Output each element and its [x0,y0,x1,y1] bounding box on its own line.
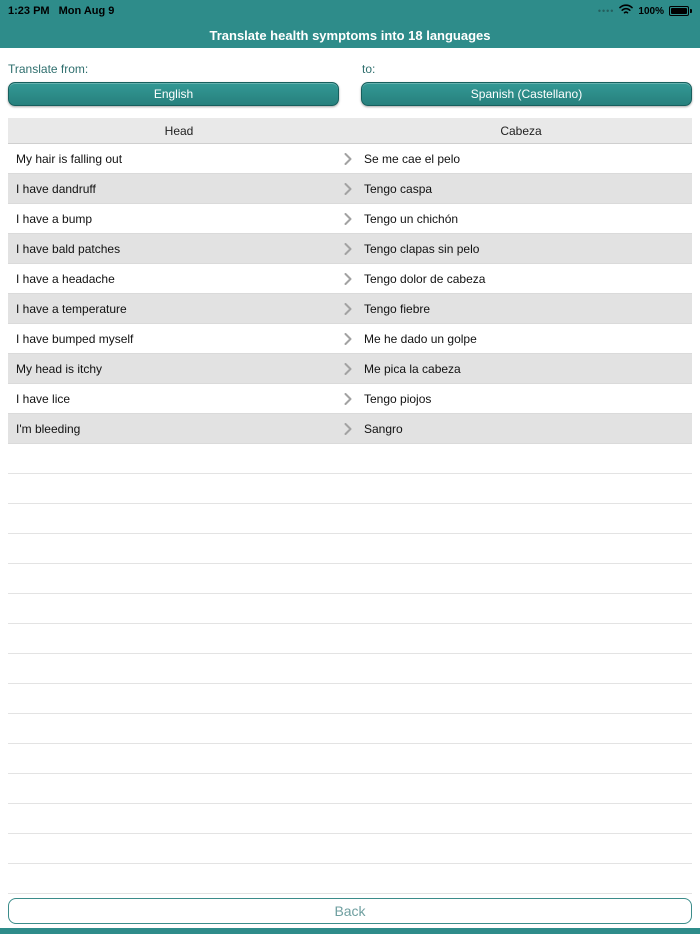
symptom-en: I have a bump [16,211,93,226]
chevron-right-icon [340,153,356,165]
back-button[interactable]: Back [8,898,692,924]
chevron-right-icon [340,183,356,195]
language-labels [8,62,692,76]
chevron-right-icon [340,213,356,225]
symptom-es: Me pica la cabeza [364,361,461,376]
table-header [8,118,692,144]
status-bar [0,0,700,22]
symptom-row[interactable] [8,204,692,234]
symptom-row[interactable] [8,414,692,444]
symptom-row[interactable] [8,354,692,384]
symptom-es: Tengo dolor de cabeza [364,271,486,286]
empty-row [8,504,692,534]
chevron-right-icon [340,303,356,315]
symptom-row[interactable] [8,174,692,204]
symptom-es: Sangro [364,421,403,436]
empty-row [8,624,692,654]
target-language-button[interactable]: Spanish (Castellano) [361,82,692,106]
symptom-en: I have a headache [16,271,115,286]
symptom-row[interactable] [8,324,692,354]
empty-row [8,684,692,714]
symptom-list [8,144,692,894]
nav-bar [0,22,700,48]
symptom-row[interactable] [8,384,692,414]
chevron-right-icon [340,243,356,255]
empty-row [8,474,692,504]
empty-row [8,594,692,624]
symptom-row[interactable] [8,234,692,264]
translate-to-label: to: [362,62,376,76]
chevron-right-icon [340,363,356,375]
empty-row [8,654,692,684]
symptom-en: I have bumped myself [16,331,134,346]
symptom-es: Tengo caspa [364,181,433,196]
empty-row [8,864,692,894]
empty-row [8,804,692,834]
status-right [598,4,692,18]
empty-row [8,744,692,774]
empty-row [8,834,692,864]
chevron-right-icon [340,393,356,405]
battery-icon [669,6,692,16]
symptom-en: I have lice [16,391,71,406]
symptom-en: My head is itchy [16,361,103,376]
source-language-button[interactable]: English [8,82,339,106]
empty-row [8,774,692,804]
status-left [8,5,114,17]
language-buttons [8,82,692,106]
chevron-right-icon [340,333,356,345]
battery-percent: 100% [638,5,664,17]
footer [0,894,700,928]
symptom-es: Tengo un chichón [364,211,459,226]
symptom-en: I have bald patches [16,241,121,256]
symptom-es: Tengo fiebre [364,301,431,316]
symptom-es: Tengo clapas sin pelo [364,241,480,256]
language-controls [0,48,700,116]
empty-row [8,564,692,594]
status-time: 1:23 PM [8,5,50,17]
symptom-en: I have dandruff [16,181,96,196]
table-header-source: Head [164,123,194,138]
symptom-row[interactable] [8,264,692,294]
symptom-es: Tengo piojos [364,391,432,406]
table-header-target: Cabeza [500,123,542,138]
symptom-row[interactable] [8,294,692,324]
content [0,48,700,928]
symptom-es: Me he dado un golpe [364,331,477,346]
cellular-signal-icon: •••• [597,6,615,16]
empty-row [8,534,692,564]
status-date: Mon Aug 9 [58,5,115,17]
translate-from-label: Translate from: [8,62,89,76]
chevron-right-icon [340,423,356,435]
empty-row [8,444,692,474]
symptom-row[interactable] [8,144,692,174]
symptom-en: I have a temperature [16,301,127,316]
symptom-es: Se me cae el pelo [364,151,461,166]
wifi-icon [619,4,633,18]
symptom-en: My hair is falling out [16,151,123,166]
empty-row [8,714,692,744]
chevron-right-icon [340,273,356,285]
symptom-en: I'm bleeding [16,421,81,436]
page-title: Translate health symptoms into 18 languages [209,27,491,43]
